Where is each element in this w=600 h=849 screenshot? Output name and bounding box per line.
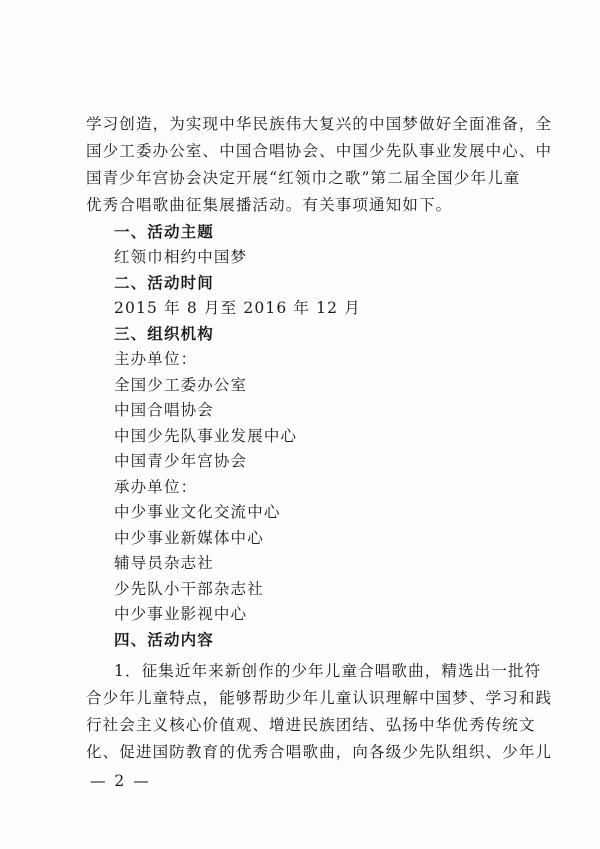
section-heading-content: 四、活动内容 [114, 630, 214, 649]
paragraph-line: 国青少年宫协会决定开展“红领巾之歌”第二届全国少年儿童 [86, 169, 521, 187]
section-heading-organization: 三、组织机构 [114, 324, 214, 343]
section-heading-theme: 一、活动主题 [114, 222, 214, 241]
organizer-item: 中少事业影视中心 [114, 605, 248, 623]
organizer-item: 中少事业文化交流中心 [114, 503, 281, 521]
organizer-item: 辅导员杂志社 [114, 554, 214, 572]
host-item: 中国青少年宫协会 [114, 452, 248, 470]
organizer-label: 承办单位： [114, 478, 198, 496]
content-paragraph-line: 1．征集近年来新创作的少年儿童合唱歌曲，精选出一批符 [114, 662, 542, 680]
host-item: 中国少先队事业发展中心 [114, 427, 298, 445]
paragraph-line: 优秀合唱歌曲征集展播活动。有关事项通知如下。 [86, 196, 453, 214]
content-paragraph-line: 化、促进国防教育的优秀合唱歌曲，向各级少先队组织、少年儿 [86, 743, 553, 761]
time-text: 2015 年 8 月至 2016 年 12 月 [114, 299, 361, 317]
organizer-item: 中少事业新媒体中心 [114, 529, 264, 547]
section-heading-time: 二、活动时间 [114, 273, 214, 292]
organizer-item: 少先队小干部杂志社 [114, 580, 264, 598]
host-item: 中国合唱协会 [114, 401, 214, 419]
paragraph-line: 学习创造，为实现中华民族伟大复兴的中国梦做好全面准备，全 [86, 115, 553, 133]
page-number: — 2 — [90, 772, 151, 790]
host-label: 主办单位： [114, 350, 198, 368]
content-paragraph-line: 合少年儿童特点，能够帮助少年儿童认识理解中国梦、学习和践 [86, 689, 553, 707]
theme-text: 红领巾相约中国梦 [114, 248, 248, 266]
paragraph-line: 国少工委办公室、中国合唱协会、中国少先队事业发展中心、中 [86, 142, 553, 160]
content-paragraph-line: 行社会主义核心价值观、增进民族团结、弘扬中华优秀传统文 [86, 716, 536, 734]
host-item: 全国少工委办公室 [114, 376, 248, 394]
